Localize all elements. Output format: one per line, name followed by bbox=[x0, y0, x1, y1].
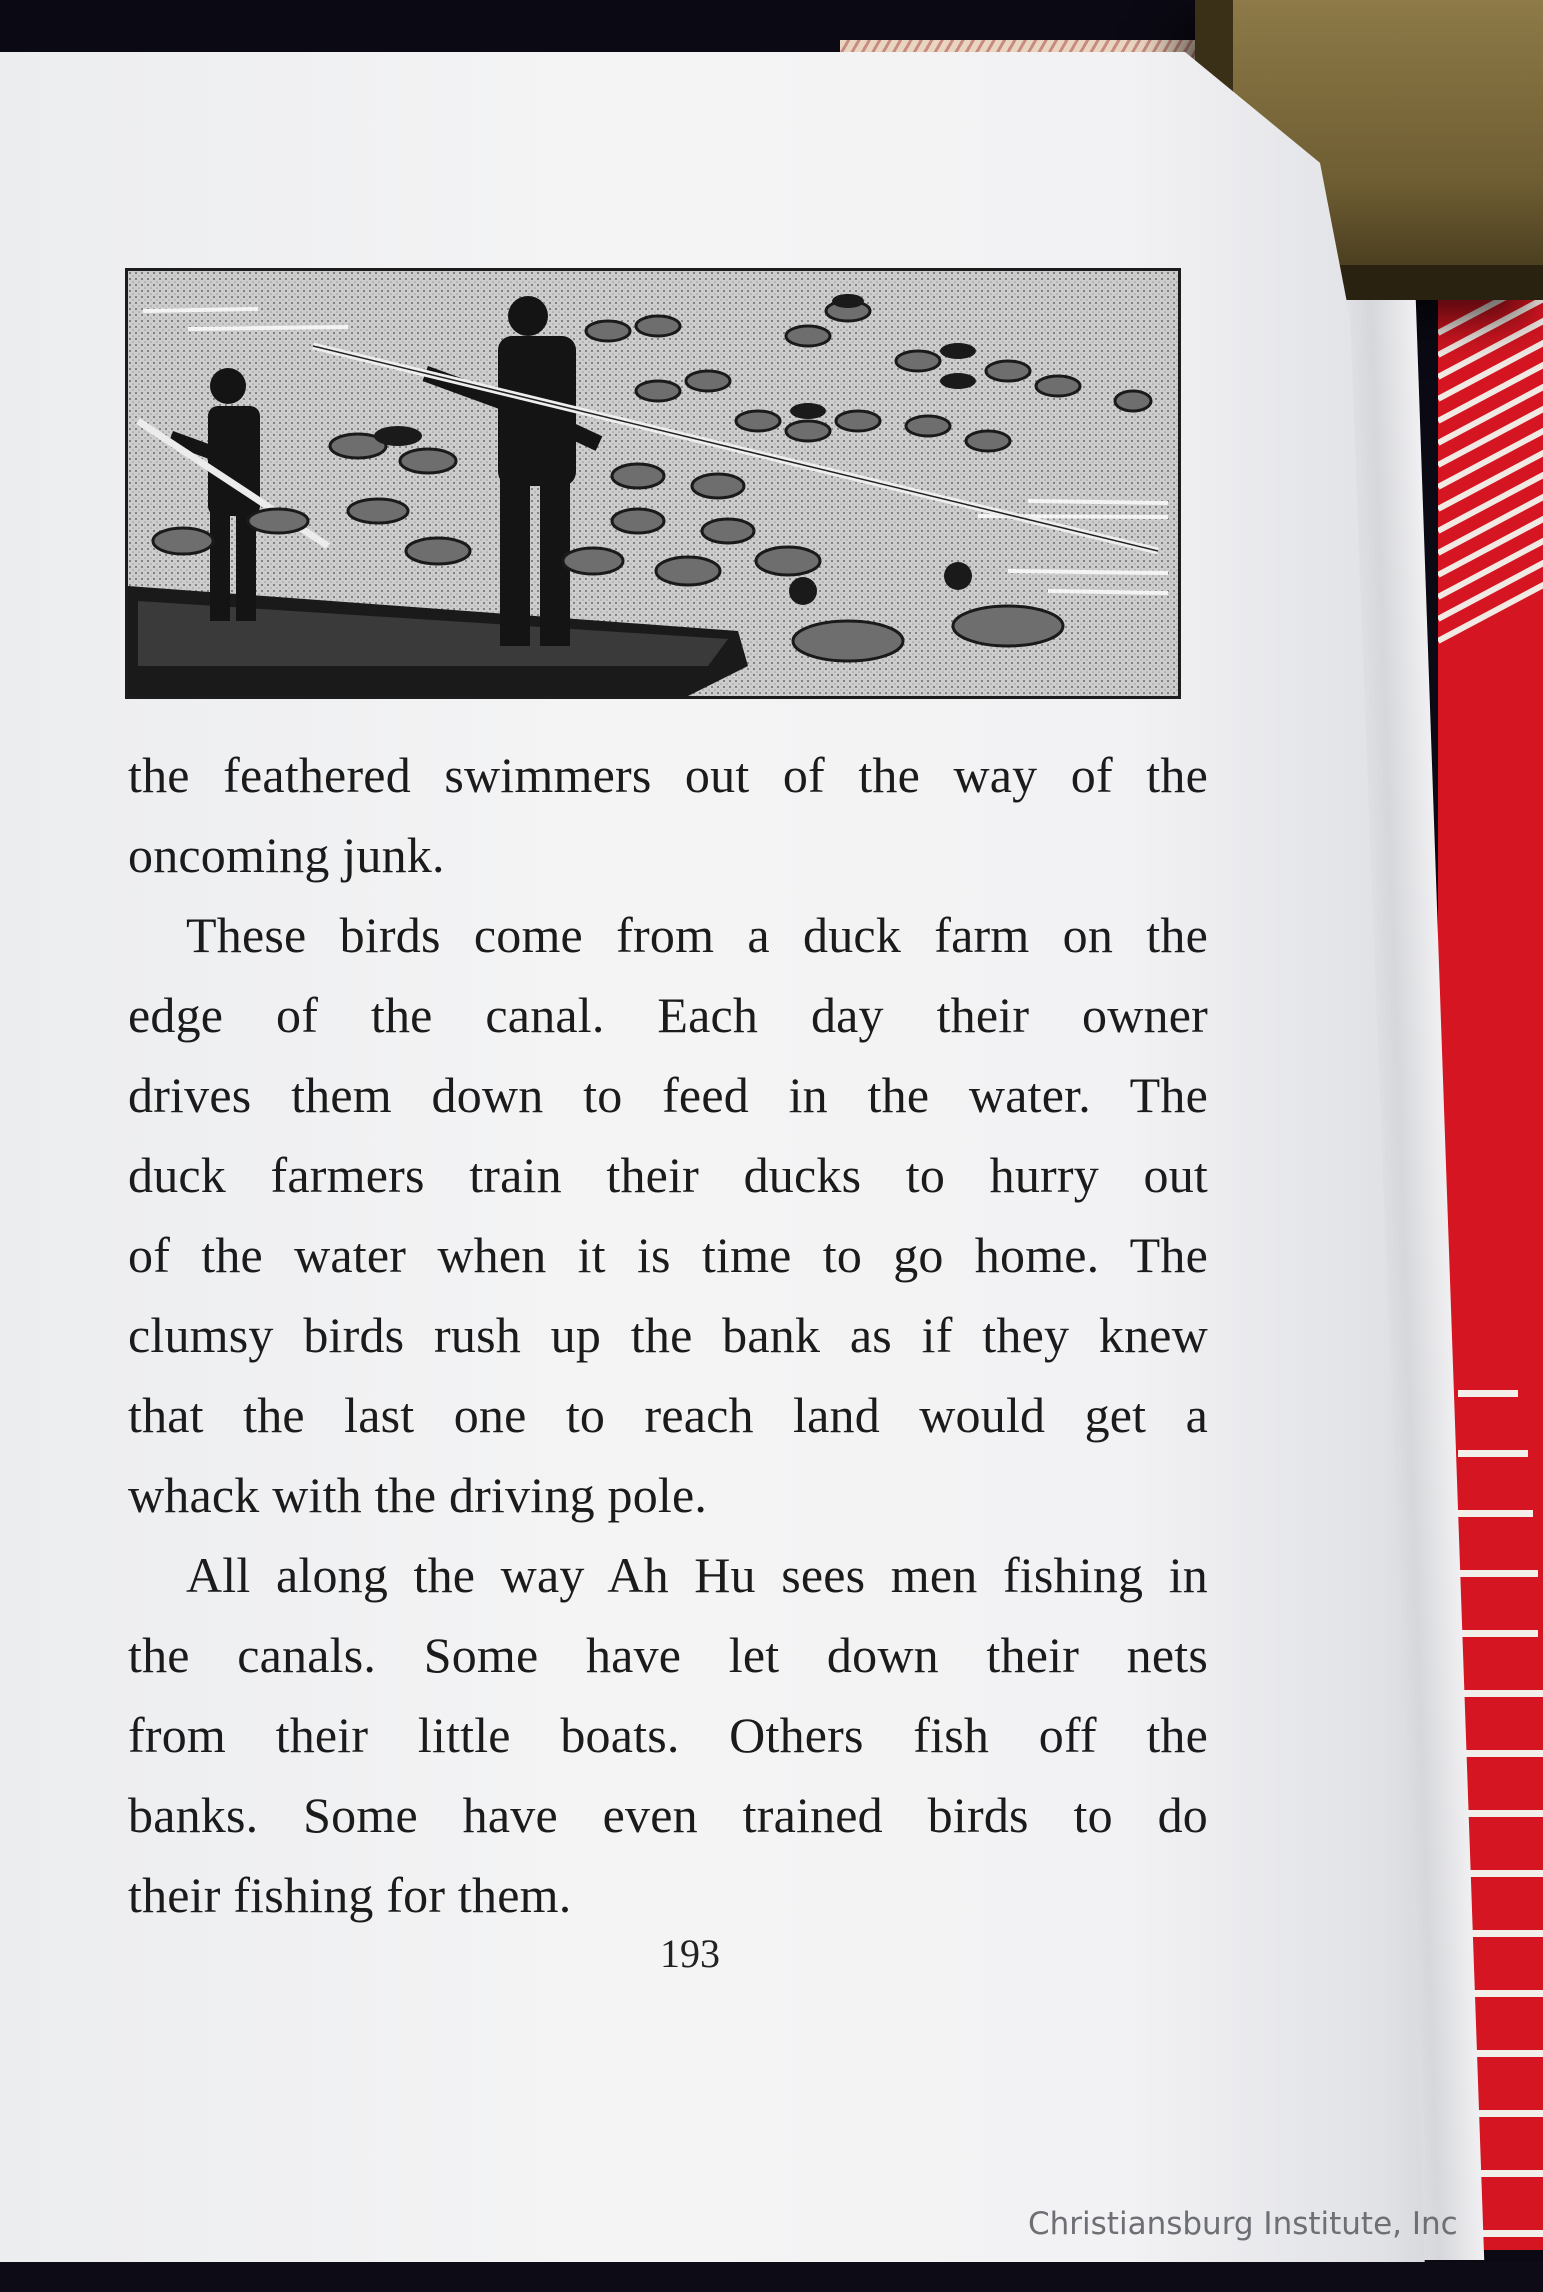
text-line: banks. Some have even trained birds to do bbox=[128, 1787, 1208, 1843]
text-line: that the last one to reach land would get a bbox=[128, 1387, 1208, 1443]
duck-herding-illustration bbox=[125, 268, 1181, 699]
text-line: the feathered swimmers out of the way of the bbox=[128, 747, 1208, 803]
background-bottom bbox=[0, 2262, 1543, 2292]
page-number: 193 bbox=[660, 1931, 720, 1976]
text-line: of the water when it is time to go home. The bbox=[128, 1227, 1208, 1283]
text-line: clumsy birds rush up the bank as if they knew bbox=[128, 1307, 1208, 1363]
text-line: duck farmers train their ducks to hurry out bbox=[128, 1147, 1208, 1203]
text-line: These birds come from a duck farm on the bbox=[186, 907, 1208, 963]
watermark-credit: Christiansburg Institute, Inc bbox=[1028, 2206, 1458, 2242]
text-line: oncoming junk. bbox=[128, 827, 445, 883]
text-line: their fishing for them. bbox=[128, 1867, 572, 1923]
text-line: from their little boats. Others fish off the bbox=[128, 1707, 1208, 1763]
text-line: whack with the driving pole. bbox=[128, 1467, 708, 1523]
text-line: edge of the canal. Each day their owner bbox=[128, 987, 1208, 1043]
text-line: drives them down to feed in the water. The bbox=[128, 1067, 1208, 1123]
text-line: the canals. Some have let down their nets bbox=[128, 1627, 1208, 1683]
text-line: All along the way Ah Hu sees men fishing in bbox=[186, 1547, 1208, 1603]
